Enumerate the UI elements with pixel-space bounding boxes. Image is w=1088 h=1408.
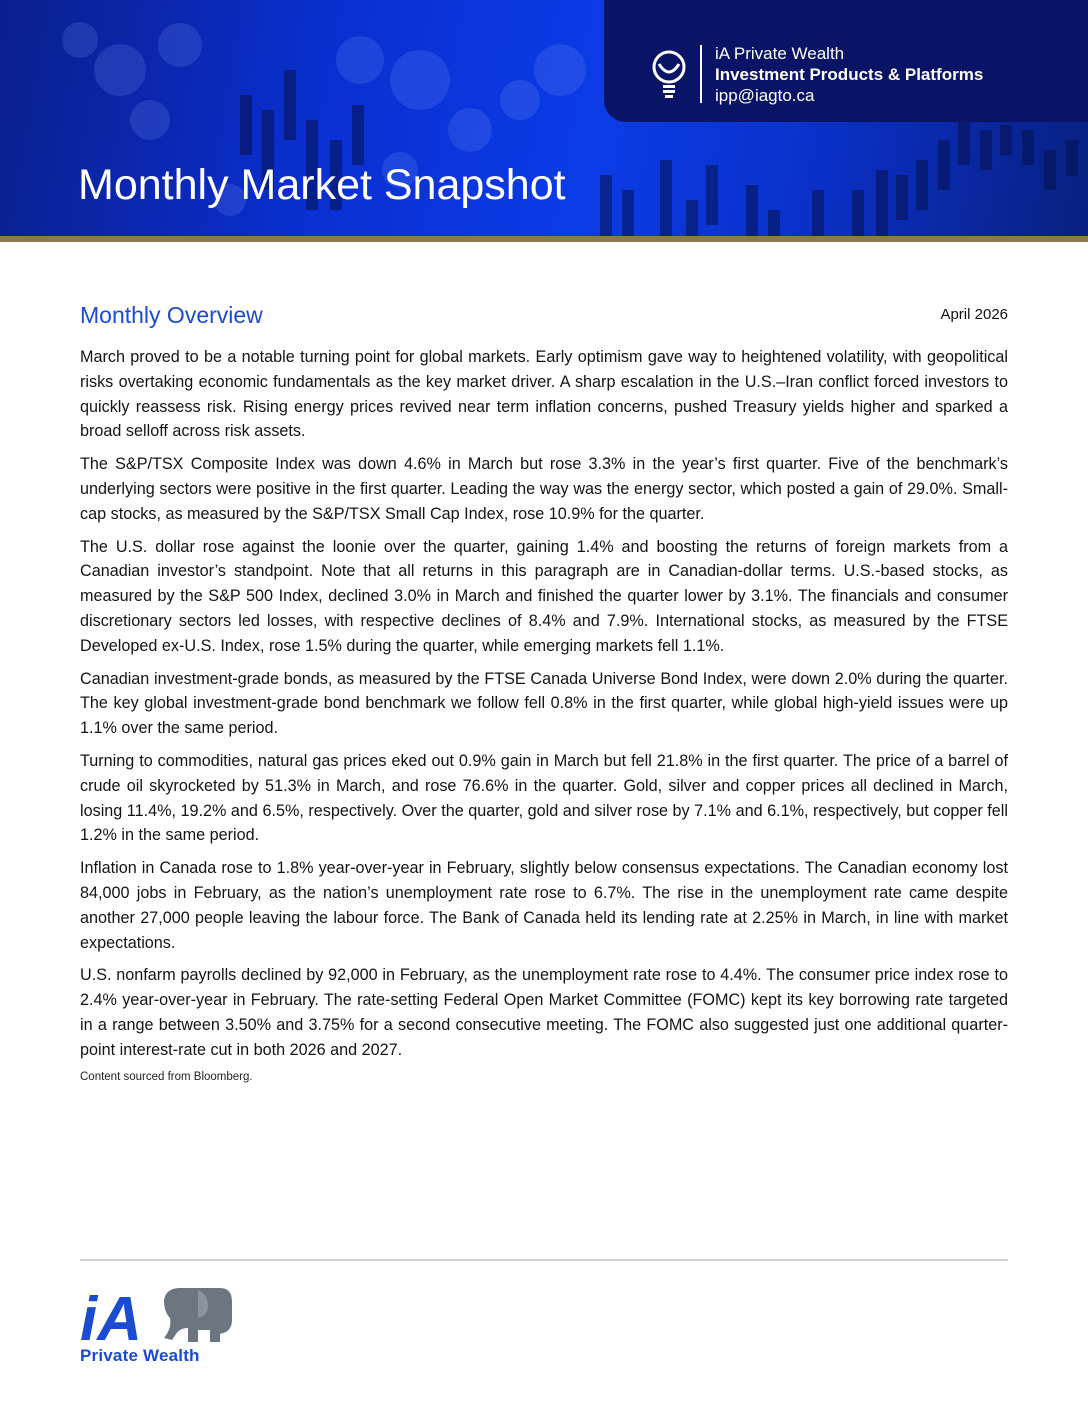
paragraph: U.S. nonfarm payrolls declined by 92,000 in February, as the unemployment rate rose to 4.4%. The consumer price index rose to 2.4% year-over-year in February. The rate-setting Federal Open Market Committee (FOMC) kept its key borrowing rate targeted in a range between 3.50% and 3.75% for a second consecutive meeting. The FOMC also suggested just one additional quarter-point interest-rate cut in both 2026 and 2027. [80,966,1008,1059]
contact-email-link[interactable]: ipp@iagto.ca [715,86,815,105]
paragraph: Turning to commodities, natural gas prices eked out 0.9% gain in March but fell 21.8% in the first quarter. The price of a barrel of crude oil skyrocketed by 51.3% in March, and rose 76.6% in the quarter. Gold, silver and copper prices all declined in March, losing 11.4%, 19.2% and 6.5%, respectively. Over the quarter, gold and silver rose by 7.1% and 6.1%, respectively, but copper fell 1.2% in the same period. [80,751,1008,845]
overview-body [80,345,1008,1083]
source-note: Content sourced from Bloomberg. [80,1070,253,1083]
paragraph: The U.S. dollar rose against the loonie over the quarter, gaining 1.4% and boosting the returns of foreign markets from a Canadian investor’s standpoint. Note that all returns in this paragraph are in Canadian-dollar terms. U.S.-based stocks, as measured by the S&P 500 Index, declined 3.0% in March and finished the quarter lower by 3.1%. The financials and consumer discretionary sectors led losses, with respective declines of 8.4% and 7.9%. International stocks, as measured by the FTSE Developed ex-U.S. Index, rose 1.5% during the quarter, while emerging markets fell 1.1%. [80,537,1008,655]
header-banner [0,0,1088,236]
logo-mark [80,1284,240,1346]
logo-mark-text: iA [80,1285,142,1346]
report-date: April 2026 [940,306,1008,323]
paragraph: The S&P/TSX Composite Index was down 4.6% in March but rose 3.3% in the year’s first quarter. Five of the benchmark’s underlying sectors were positive in the first quarter. Leading the way was the energy sector, which posted a gain of 29.0%. Small-cap stocks, as measured by the S&P/TSX Small Cap Index, rose 10.9% for the quarter. [80,455,1008,523]
paragraph: Inflation in Canada rose to 1.8% year-over-year in February, slightly below consensus expectations. The Canadian economy lost 84,000 jobs in February, as the nation’s unemployment rate rose to 6.7%. The rise in the unemployment rate came despite another 27,000 people leaving the labour force. The Bank of Canada held its lending rate at 2.25% in March, in line with market expectations. [80,859,1008,952]
section-heading: Monthly Overview [80,302,263,328]
contact-department: Investment Products & Platforms [715,65,984,84]
contact-organization: iA Private Wealth [715,44,845,63]
paragraph: Canadian investment-grade bonds, as measured by the FTSE Canada Universe Bond Index, were down 2.0% during the quarter. The key global investment-grade bond benchmark we follow fell 0.8% in the first quarter, while global high-yield issues were up 1.1% over the same period. [80,669,1008,738]
contact-divider [700,45,702,103]
page-title: Monthly Market Snapshot [78,161,566,209]
paragraph: March proved to be a notable turning point for global markets. Early optimism gave way to heightened volatility, with geopolitical risks overtaking economic fundamentals as the key market driver. A sharp escalation in the U.S.–Iran conflict forced investors to quickly reassess risk. Rising energy prices revived near term inflation concerns, pushed Treasury yields higher and sparked a broad selloff across risk assets. [80,348,1008,441]
header-divider [0,236,1088,242]
ia-private-wealth-logo [80,1284,240,1370]
logo-text: Private Wealth [80,1346,200,1365]
lightbulb-icon [648,48,690,102]
elephant-icon [164,1288,232,1342]
footer-divider [80,1259,1008,1261]
